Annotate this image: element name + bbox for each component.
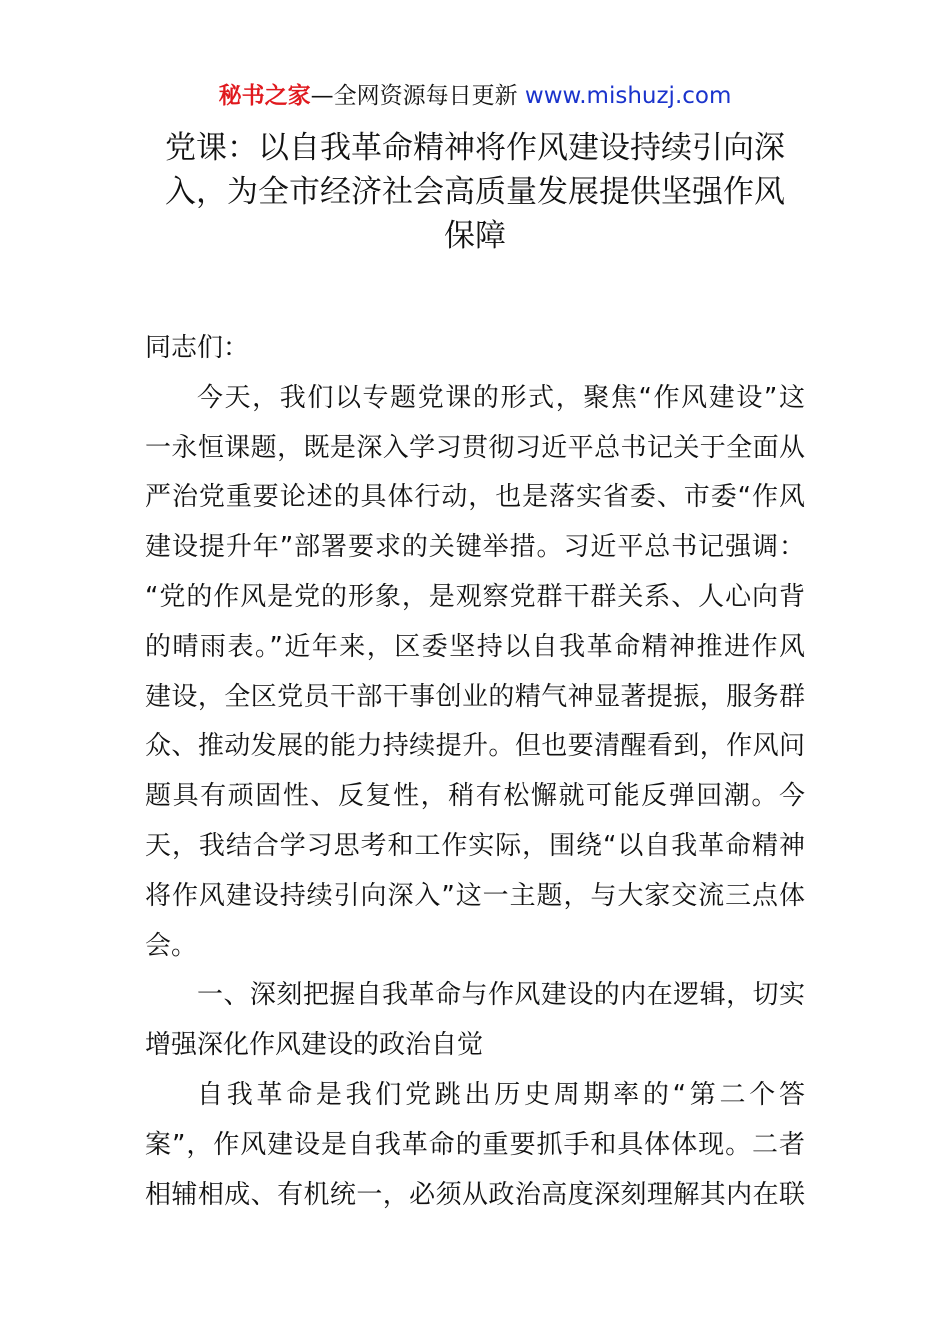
body-line: 建设提升年”部署要求的关键举措。习近平总书记强调： <box>145 532 805 563</box>
body-line: “党的作风是党的形象，是观察党群干群关系、人心向背 <box>145 581 805 612</box>
title-line: 入，为全市经济社会高质量发展提供坚强作风 <box>165 174 785 210</box>
body-line: 众、推动发展的能力持续提升。但也要清醒看到，作风问 <box>145 731 805 762</box>
title-line: 党课：以自我革命精神将作风建设持续引向深 <box>165 130 785 166</box>
title-line: 保障 <box>444 218 506 254</box>
salutation: 同志们： <box>145 333 250 363</box>
body-line: 自我革命是我们党跳出历史周期率的“第二个答 <box>197 1079 805 1110</box>
document-body <box>145 324 805 1220</box>
body-line: 案”，作风建设是自我革命的重要抓手和具体体现。二者 <box>145 1129 805 1160</box>
site-tagline: —全网资源每日更新 <box>310 83 525 109</box>
body-line: 一永恒课题，既是深入学习贯彻习近平总书记关于全面从 <box>145 432 805 463</box>
section-heading-line: 增强深化作风建设的政治自觉 <box>145 1030 484 1061</box>
body-line: 建设，全区党员干部干事创业的精气神显著提振，服务群 <box>145 681 805 712</box>
body-line: 题具有顽固性、反复性，稍有松懈就可能反弹回潮。今 <box>145 781 805 812</box>
body-line: 天，我结合学习思考和工作实际，围绕“以自我革命精神 <box>145 830 805 861</box>
body-line: 的晴雨表。”近年来，区委坚持以自我革命精神推进作风 <box>145 631 805 662</box>
body-line: 严治党重要论述的具体行动，也是落实省委、市委“作风 <box>145 482 805 513</box>
body-line: 会。 <box>145 930 198 961</box>
site-url-link[interactable]: www.mishuzj.com <box>524 83 732 109</box>
site-name: 秘书之家 <box>218 83 311 109</box>
section-heading-line: 一、深刻把握自我革命与作风建设的内在逻辑，切实 <box>197 980 805 1011</box>
body-line: 相辅相成、有机统一，必须从政治高度深刻理解其内在联 <box>145 1179 805 1210</box>
body-line: 将作风建设持续引向深入”这一主题，与大家交流三点体 <box>145 880 805 911</box>
body-line: 今天，我们以专题党课的形式，聚焦“作风建设”这 <box>197 382 805 413</box>
document-title <box>150 126 800 258</box>
site-header <box>0 80 950 112</box>
